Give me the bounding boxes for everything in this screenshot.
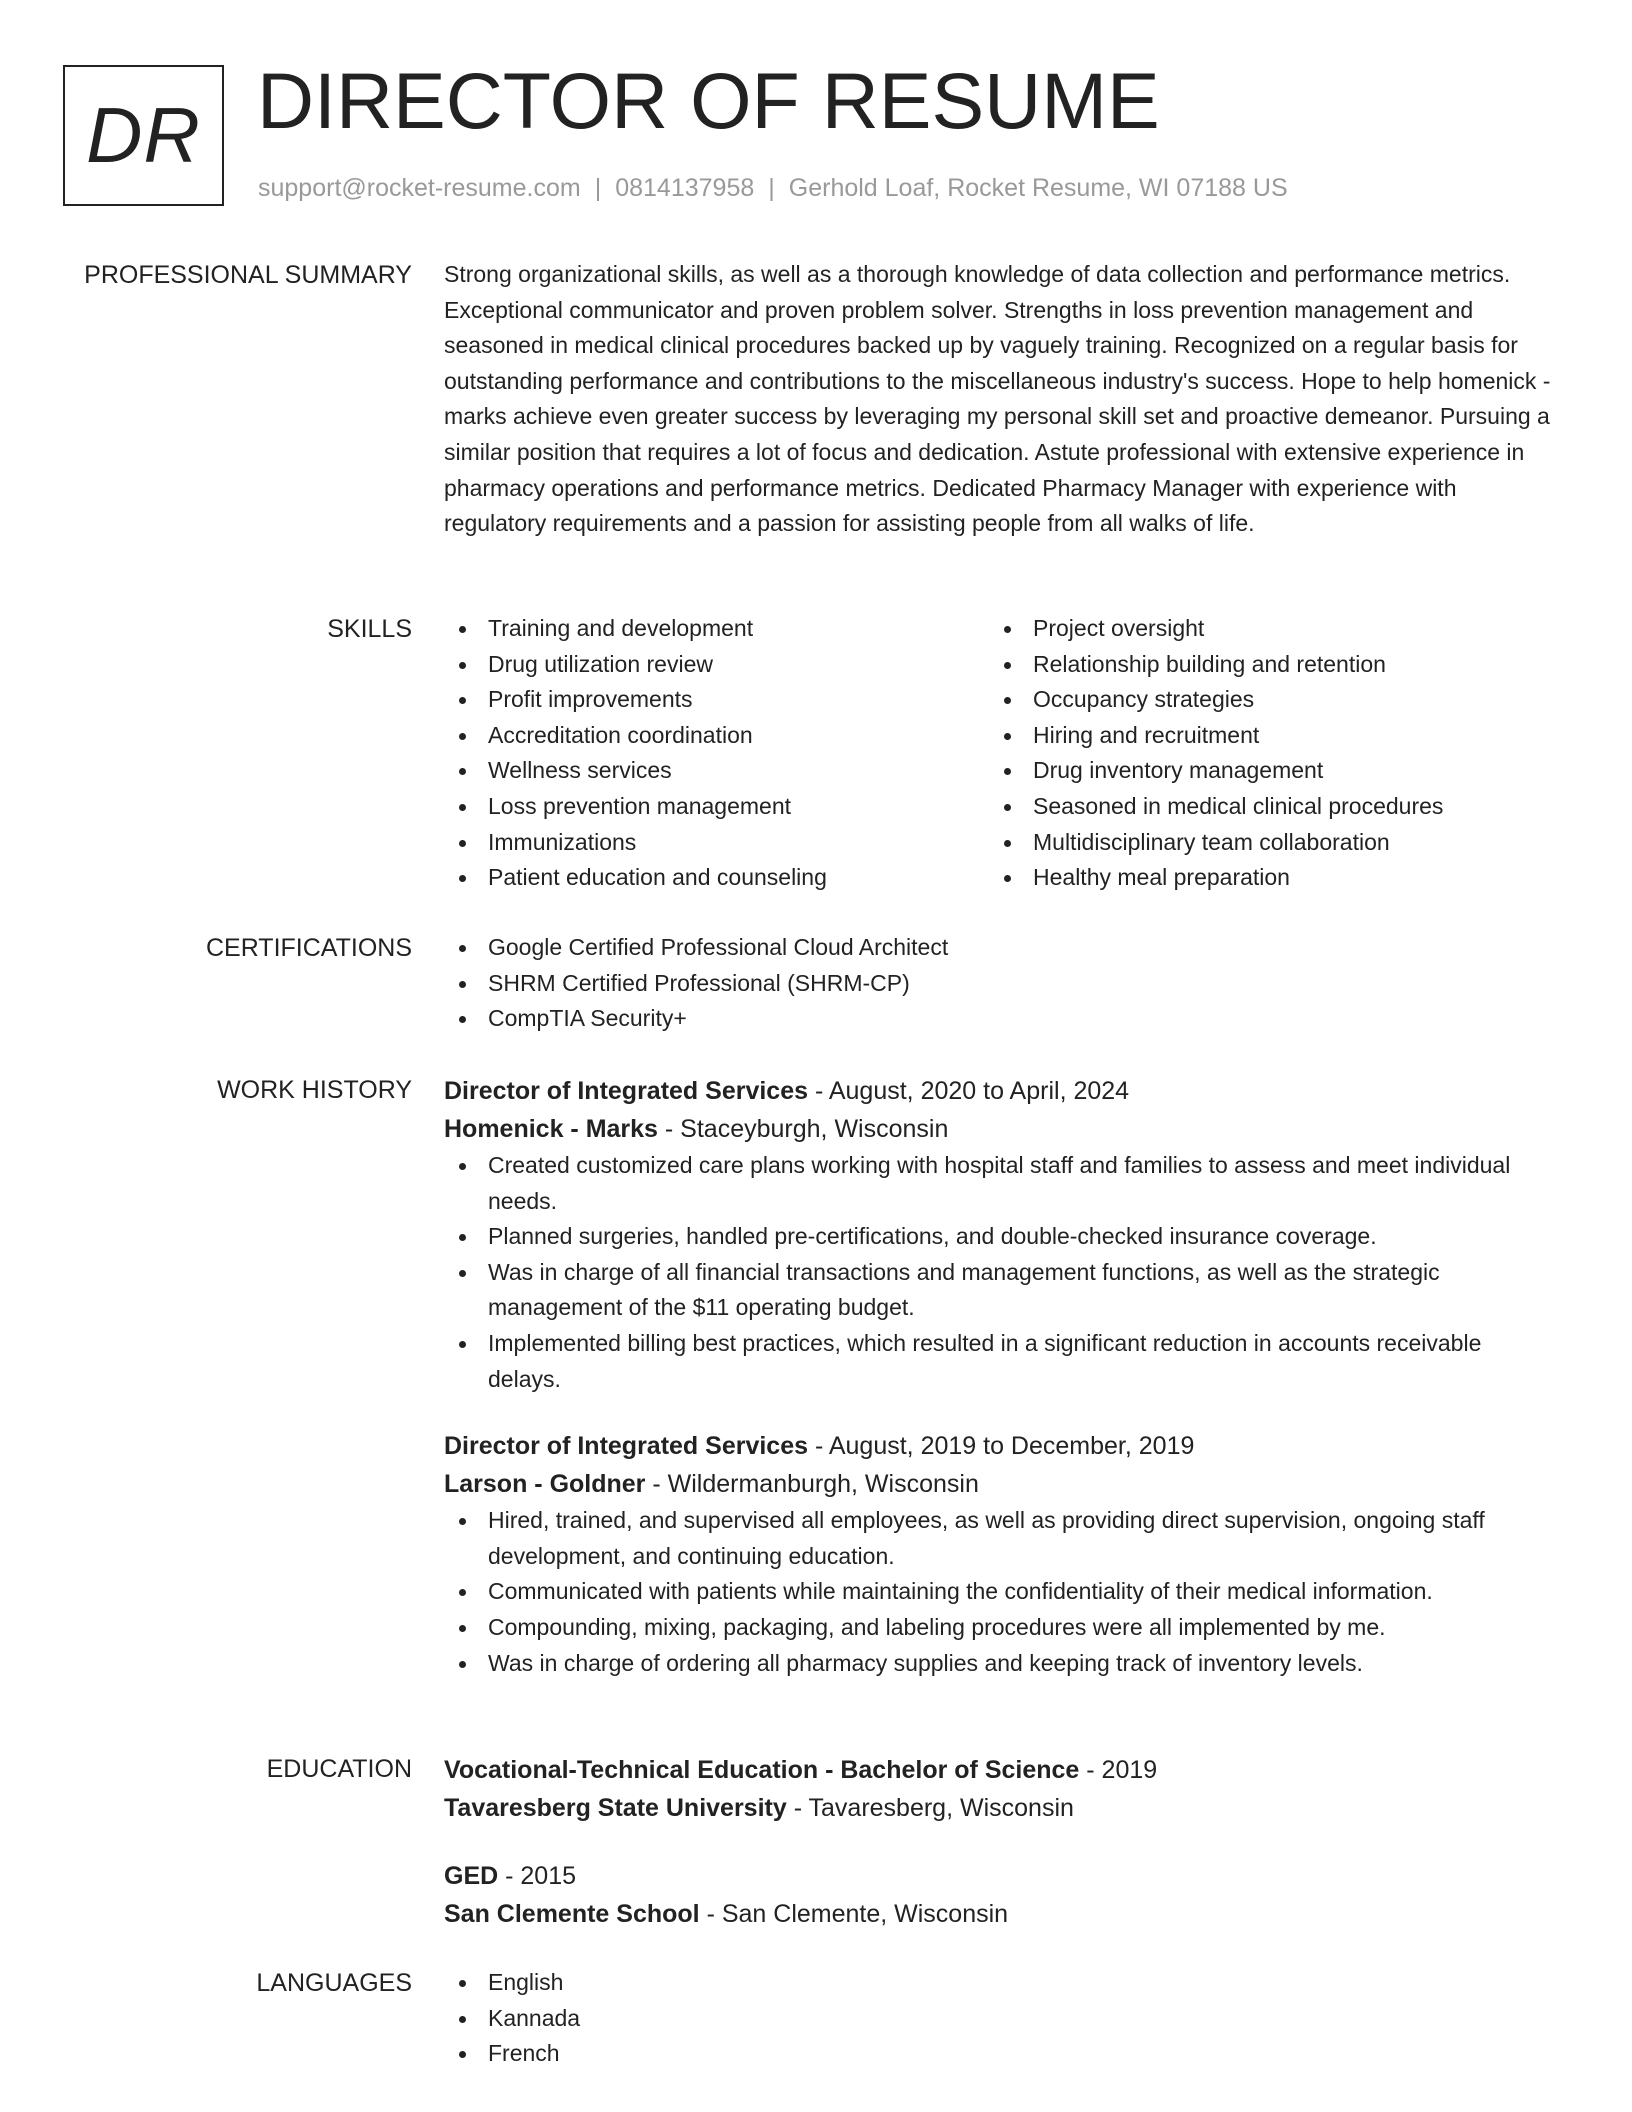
certification-item: Google Certified Professional Cloud Architect	[444, 930, 1556, 966]
work-history-body	[444, 1072, 1556, 1681]
education-school: San Clemente School	[444, 1900, 700, 1928]
skill-item: Training and development	[444, 611, 989, 647]
education-year: - 2015	[498, 1862, 577, 1890]
job-title-line	[444, 1427, 1556, 1465]
section-heading-languages: LANGUAGES	[256, 1969, 412, 1997]
job-location: - Wildermanburgh, Wisconsin	[645, 1470, 979, 1499]
languages-body	[444, 1965, 1556, 2072]
education-entry	[444, 1751, 1556, 1827]
job-title-line	[444, 1072, 1556, 1110]
contact-phone[interactable]: 0814137958	[615, 174, 755, 202]
monogram-initials: DR	[86, 91, 201, 179]
education-body	[444, 1751, 1556, 1933]
skills-grid	[444, 611, 1556, 896]
skill-item: Drug utilization review	[444, 647, 989, 683]
job-bullet: Communicated with patients while maintaining the confidentiality of their medical information.	[444, 1574, 1556, 1610]
job-bullets	[444, 1148, 1556, 1397]
page-title: DIRECTOR OF RESUME	[257, 56, 1160, 145]
job-entry	[444, 1427, 1556, 1681]
skill-item: Wellness services	[444, 753, 989, 789]
education-location: - Tavaresberg, Wisconsin	[786, 1794, 1074, 1822]
skill-item: Occupancy strategies	[989, 682, 1549, 718]
contact-separator: |	[768, 174, 775, 202]
skills-left-list	[444, 611, 989, 896]
skill-item: Patient education and counseling	[444, 860, 989, 896]
education-degree-line	[444, 1751, 1556, 1789]
job-bullet: Was in charge of ordering all pharmacy supplies and keeping track of inventory levels.	[444, 1646, 1556, 1682]
job-bullet: Implemented billing best practices, which resulted in a significant reduction in accounts receivable delays.	[444, 1326, 1556, 1397]
job-org-line	[444, 1110, 1556, 1148]
language-item: Kannada	[444, 2001, 1556, 2037]
job-location: - Staceyburgh, Wisconsin	[657, 1115, 949, 1143]
job-dates: - August, 2020 to April, 2024	[808, 1077, 1130, 1105]
certifications-list	[444, 930, 1556, 1037]
education-location: - San Clemente, Wisconsin	[699, 1900, 1009, 1928]
job-bullet: Was in charge of all financial transactions and management functions, as well as the strategic management of the $11 operating budget.	[444, 1255, 1556, 1326]
section-heading-education: EDUCATION	[266, 1755, 412, 1783]
education-degree-line	[444, 1857, 1556, 1895]
education-school: Tavaresberg State University	[444, 1794, 787, 1822]
job-bullet: Compounding, mixing, packaging, and labeling procedures were all implemented by me.	[444, 1610, 1556, 1646]
languages-list	[444, 1965, 1556, 2072]
job-entry	[444, 1072, 1556, 1397]
job-company: Homenick - Marks	[444, 1115, 658, 1143]
skill-item: Multidisciplinary team collaboration	[989, 825, 1549, 861]
skill-item: Project oversight	[989, 611, 1549, 647]
job-bullet: Hired, trained, and supervised all employees, as well as providing direct supervision, ongoing staff development, and continuing education.	[444, 1503, 1556, 1574]
contact-address: Gerhold Loaf, Rocket Resume, WI 07188 US	[788, 174, 1288, 202]
certifications-body	[444, 930, 1556, 1037]
skill-item: Profit improvements	[444, 682, 989, 718]
job-title: Director of Integrated Services	[444, 1077, 809, 1105]
skill-item: Loss prevention management	[444, 789, 989, 825]
contact-separator: |	[594, 174, 602, 202]
education-entry	[444, 1857, 1556, 1933]
education-school-line	[444, 1895, 1556, 1933]
section-heading-summary: PROFESSIONAL SUMMARY	[84, 261, 412, 289]
job-org-line	[444, 1465, 1556, 1503]
skill-item: Drug inventory management	[989, 753, 1549, 789]
job-bullet: Created customized care plans working with hospital staff and families to assess and meet individual needs.	[444, 1148, 1556, 1219]
education-year: - 2019	[1079, 1756, 1158, 1784]
section-heading-skills: SKILLS	[327, 615, 412, 643]
skill-item: Hiring and recruitment	[989, 718, 1549, 754]
skill-item: Accreditation coordination	[444, 718, 989, 754]
job-title: Director of Integrated Services	[444, 1432, 809, 1461]
job-dates: - August, 2019 to December, 2019	[808, 1432, 1195, 1461]
job-bullets	[444, 1503, 1556, 1681]
job-bullet: Planned surgeries, handled pre-certifications, and double-checked insurance coverage.	[444, 1219, 1556, 1255]
education-degree: GED	[444, 1862, 499, 1890]
monogram-box	[63, 65, 224, 206]
skill-item: Relationship building and retention	[989, 647, 1549, 683]
section-heading-certifications: CERTIFICATIONS	[205, 934, 412, 962]
education-degree: Vocational-Technical Education - Bachelor of Science	[444, 1756, 1080, 1784]
section-heading-work-history: WORK HISTORY	[217, 1076, 412, 1104]
skills-right-list	[989, 611, 1549, 896]
education-school-line	[444, 1789, 1556, 1827]
job-company: Larson - Goldner	[444, 1470, 646, 1499]
summary-text: Strong organizational skills, as well as a thorough knowledge of data collection and performance metrics. Exceptional communicator and proven problem solver. Strengths in loss prevention management and seasoned in medical clinical procedures backed up by vaguely training. Recognized on a regular basis for outstanding performance and contributions to the miscellaneous industry's success. Hope to help homenick - marks achieve even greater success by leveraging my personal skill set and proactive demeanor. Pursuing a similar position that requires a lot of focus and dedication. Astute professional with extensive experience in pharmacy operations and performance metrics. Dedicated Pharmacy Manager with experience with regulatory requirements and a passion for assisting people from all walks of life.	[444, 261, 1551, 537]
certification-item: CompTIA Security+	[444, 1001, 1556, 1037]
language-item: French	[444, 2036, 1556, 2072]
language-item: English	[444, 1965, 1556, 2001]
contact-line	[258, 174, 1288, 203]
contact-email[interactable]: support@rocket-resume.com	[258, 174, 581, 202]
skill-item: Seasoned in medical clinical procedures	[989, 789, 1549, 825]
skill-item: Immunizations	[444, 825, 989, 861]
skill-item: Healthy meal preparation	[989, 860, 1549, 896]
certification-item: SHRM Certified Professional (SHRM-CP)	[444, 966, 1556, 1002]
